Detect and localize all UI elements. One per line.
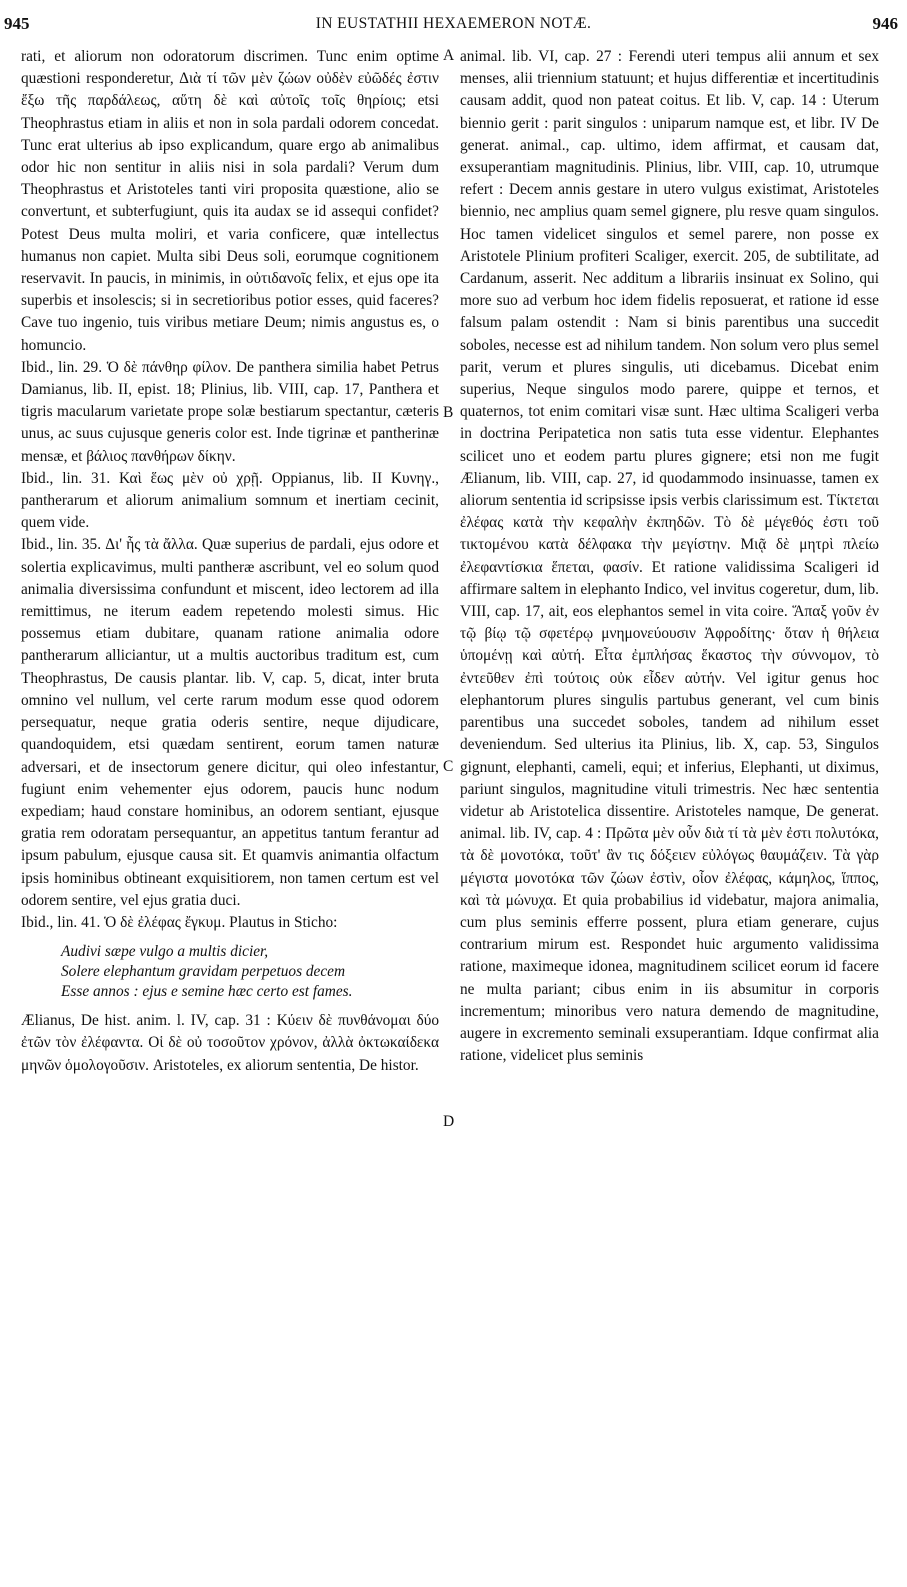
verse-line: Audivi sæpe vulgo a multis dicier, — [61, 943, 269, 961]
running-title: IN EUSTATHII HEXAEMERON NOTÆ. — [315, 15, 592, 32]
left-paragraph-5: Ibid., lin. 41. Ὁ δὲ ἐλέφας ἔγκυμ. Plautus in Sticho: — [21, 913, 338, 931]
right-paragraph-1: animal. lib. VI, cap. 27 : Ferendi uteri tempus alii annum et sex menses, alii triennium statuunt; et hujus differentiæ et incertitudinis causam addit, quod non pateat coitus. Et lib. V, cap. 14 : Uterum biennio gerit : parit singulos : uniparum namque est, et libr. IV De generat. animal., cap. ultimo, idem affirmat, et causam dat, exsuperantiam magnitudinis. Plinius, libr. VIII, cap. 10, utrumque refert : Decem annis gestare in utero vulgus existimat, Aristoteles biennio, nec amplius quam semel gignere, plu resve quam singulos. Hoc tamen videlicet singulos et semel parere, non posse ex Aristotele Plinium profiteri Scaliger, exercit. 205, de subtilitate, ad Cardanum, asserit. Nec additum a librariis insinuat ex Solino, qui more suo ad verbum hoc idem fidelis reposuerat, et ratione id esse falsum palam ostendit : Nam si binis parentibus una succedit soboles, necesse est ad nihilum tandem. Non solum vero plus semel parit, verum et plures singulis, uti dicebamus. Dicebat enim superius, Neque singulos modo parere, quippe et ternos, et quaternos, tot enim comitari visæ sunt. Hæc ultima Scaligeri verba in doctrina Peripatetica non satis tuta esse videntur. Elephantes scilicet uno et eodem partu plures gignere; etsi non me fugit Ælianum, lib. VIII, cap. 27, id quodammodo insinuasse, tamen ex aliorum sententia id scripsisse ipsis verbis clarissimum est. Τίκτεται ἐλέφας κατὰ τὴν κεφαλὴν ἐκπηδῶν. Τὸ δὲ μέγεθός ἐστι τοῦ τικτομένου κατὰ δέλφακα τὴν μεγίστην. Μιᾷ δὲ μητρὶ πλείω ἐλεφαντίσκια ἕπεται, φασίν. Et ratione validissima Scaligeri id affirmare saltem in elephanto Indico, vel invitus cogeretur, dum, lib. VIII, cap. 17, ait, eos elephantos semel in vita coire. Ἅπαξ γοῦν ἐν τῷ βίῳ τῷ σφετέρῳ μνημονεύουσιν Ἀφροδίτης· ὅταν ἡ θήλεια ὑπομένῃ καὶ αὐτή. Εἶτα ἐμπλήσας ἕκαστος τὴν σύννομον, τὸ ἐντεῦθεν ἐπὶ τούτοις οὐκ εἶδεν αὐτήν. Vel igitur genus hoc elephantorum plures singulis partubus generant, vel cum binis parentibus una succedet soboles, tandem ad nihilum esset deveniendum. Sed ulterius ita Plinius, lib. X, cap. 53, Singulos gignunt, elephanti, cameli, equi; et inferius, Elephanti, ut diximus, pariunt singulos, magnitudine vituli trimestris. Nec hæc sententia videtur ab Aristotelica dissentire. Aristoteles namque, De generat. animal. lib. IV, cap. 4 : Πρῶτα μὲν οὖν διὰ τί τὰ μὲν ἐστι πολυτόκα, τὰ δὲ μονοτόκα, τοῦτ' ἂν τις δόξειεν εὐλόγως θαυμάζειν. Τὰ γὰρ μέγιστα μονοτόκα τῶν ζώων ἐστὶν, οἷον ἐλέφας, κάμηλος, ἵππος, καὶ τὰ μώνυχα. Et quia probabilius id videbatur, majora animalia, cum plus seminis efferre possent, plura etiam generare, cujus contrarium mirum est. Respondet huic argumento validissima ratione, maximeque idonea, magnitudinem scilicet eorum id facere ne multa pariant; cibus enim in iis absumitur in corporis incrementum; minoribus vero natura demendo de magnitudine, augere in excremento seminali exsuperantiam. Idque confirmat alia ratione, videlicet plus seminis — [460, 48, 879, 1065]
margin-marker-b: B — [443, 404, 454, 421]
left-column — [21, 46, 439, 1077]
page-number-right: 946 — [872, 14, 898, 33]
margin-marker-c: C — [443, 758, 454, 775]
margin-marker-a: A — [443, 47, 455, 64]
left-paragraph-1: rati, et aliorum non odoratorum discrimen. Tunc enim optime quæstioni responderetur, Διὰ τί τῶν μὲν ζώων οὐδὲν εὐῶδές ἐστιν ἔξω τῆς παρδάλεως, αὕτη δὲ καὶ αὐτοῖς τοῖς θηρίοις; etsi Theophrastus etiam in aliis et non in sola pardali odorem concedat. Tunc erat ulterius ab ipso explicandum, quare ergo ab animalibus odor hic non sentitur in aliis nisi in sola pardali? Verum dum Theophrastus et Aristoteles tanti viri proposita quæstione, alio se convertunt, et subterfugiunt, quis ita audax se id assequi confidet? Potest Deus multa moliri, et varia conficere, quæ intellectus humanus non capiet. Multa sibi Deus soli, eorumque cognitionem reservavit. In paucis, in minimis, in οὐτιδανοῖς felix, et ejus ope ita superbis et insolescis; si in secretioribus potior esses, quid faceres? Cave tuo ingenio, tuis viribus metiare Deum; nimis angustus es, o homuncio. — [21, 48, 439, 354]
right-column — [460, 46, 879, 1067]
left-paragraph-4: Ibid., lin. 35. Δι' ἧς τὰ ἄλλα. Quæ superius de pardali, ejus odore et solertia explicavimus, multi pantheræ ascribunt, vel eo solum quod animalia diversissima confundunt et miscent, ideo lectorem ad illa remittimus, ne iterum eadem repetendo molesti simus. Hic possemus etiam dubitare, quanam ratione animalia odore pantherarum alliciantur, ut a multis auctoribus traditum est, cum Theophrastus, De causis plantar. lib. V, cap. 5, dicat, inter bruta omnino vel nullum, vel certe rarum modum esse quod odorem persequatur, neque gratia oderis sentire, neque dijudicare, quandoquidem, etsi quædam sentirent, eorum tamen naturæ adversari, et de insectorum genere dicitur, qui oleo infestantur, fugiunt enim vehementer ejus odorem, paucis hunc nodum expediam; haud constare hominibus, an odorem sentiant, ejusque gratia rem odoratam persequantur, an appetitus tantum ferantur ad ipsum pabulum, ejusque causa sit. Et quamvis animantia olfactum ipsis hominibus obtineant exquisitiorem, non tamen certum est vel odorem sentire, vel ejus gratia duci. — [21, 536, 439, 909]
verse-line: Solere elephantum gravidam perpetuos decem — [61, 963, 346, 981]
left-paragraph-3: Ibid., lin. 31. Καὶ ἕως μὲν οὐ χρῇ. Oppianus, lib. II Κυνηγ., pantherarum et aliorum animalium somnum et inertiam cecinit, quem vide. — [21, 469, 439, 532]
page-header — [0, 14, 907, 40]
left-paragraph-6: Ælianus, De hist. anim. l. IV, cap. 31 : Κύειν δὲ πυνθάνομαι δύο ἐτῶν τὸν ἐλέφαντα. Οἱ δὲ οὐ τοσοῦτον χρόνον, ἀλλὰ ὀκτωκαίδεκα μηνῶν ὁμολογοῦσιν. Aristoteles, ex aliorum sententia, De histor. — [21, 1012, 439, 1074]
left-paragraph-2: Ibid., lin. 29. Ὁ δὲ πάνθηρ φίλον. De panthera similia habet Petrus Damianus, lib. II, epist. 18; Plinius, lib. VIII, cap. 17, Panthera et tigris macularum varietate prope solæ bestiarum spectantur, cæteris unus, ac suus cujusque generis color est. Inde tigrinæ et pantherinæ mensæ, et βάλιος πανθήρων δίκην. — [21, 358, 439, 465]
verse-line: Esse annos : ejus e semine hæc certo est fames. — [61, 983, 353, 1001]
page-number-left: 945 — [4, 14, 30, 33]
margin-marker-d: D — [443, 1113, 455, 1130]
verse-quote — [61, 942, 439, 1002]
